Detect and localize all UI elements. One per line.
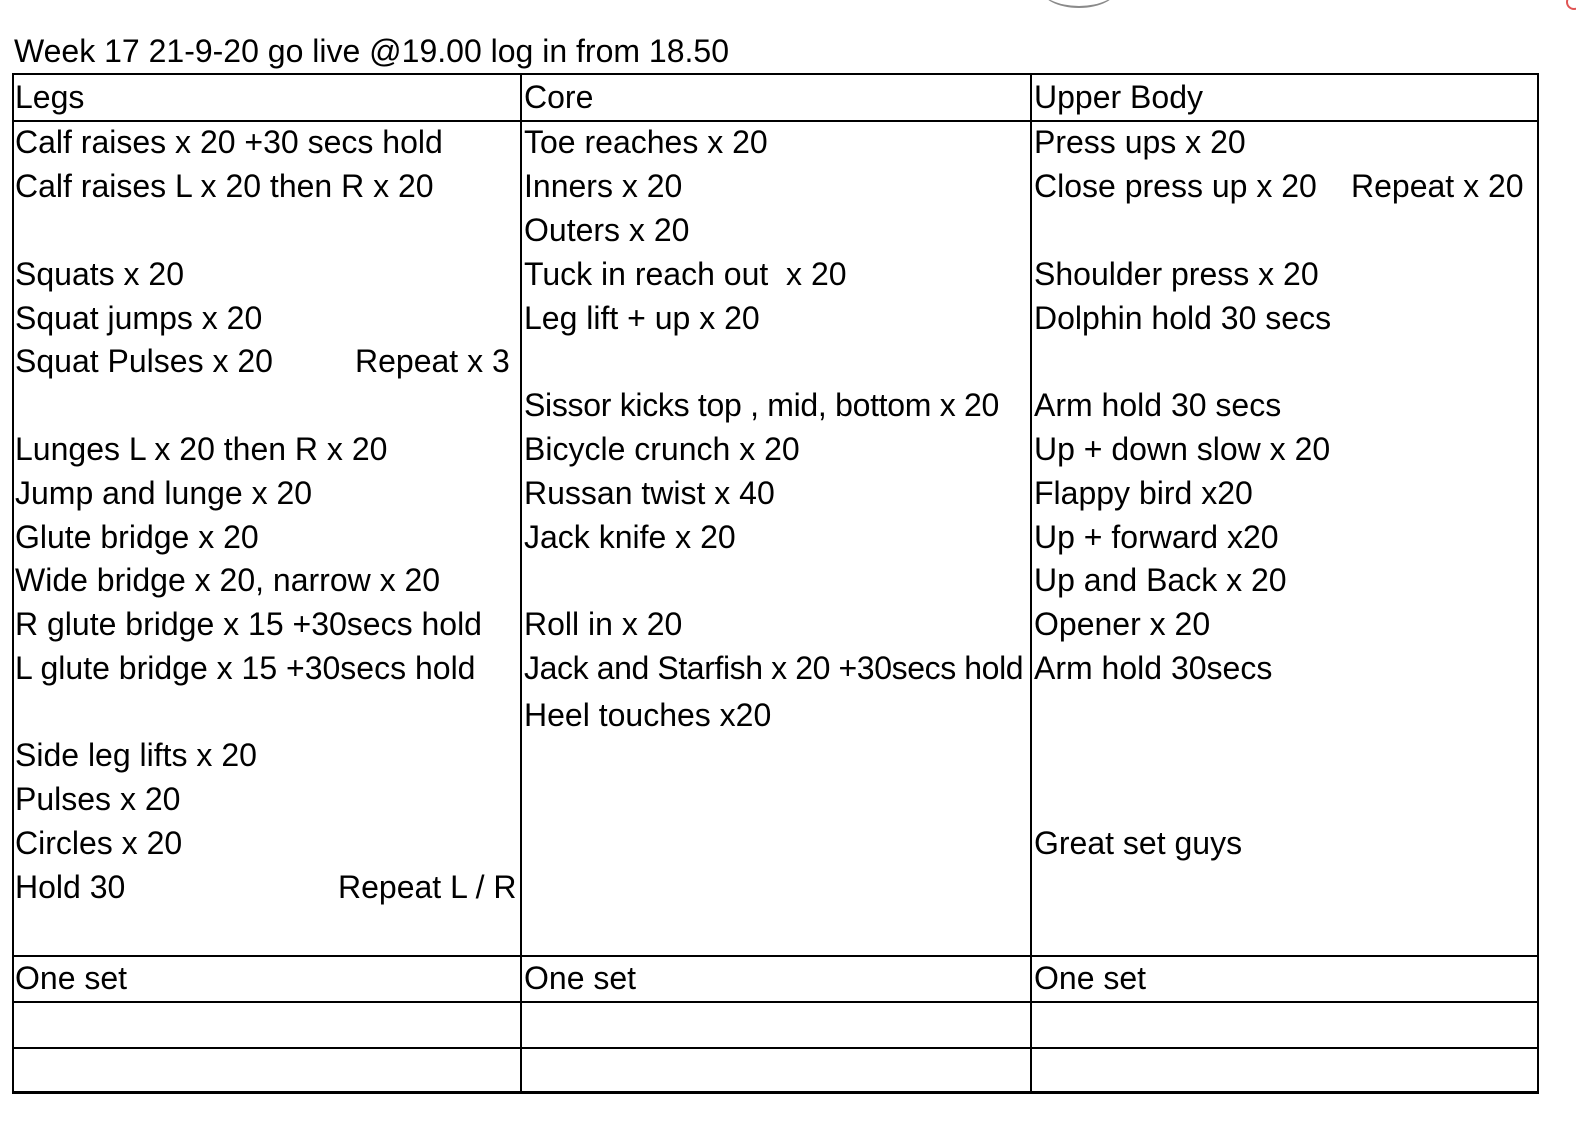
core-item: Jack and Starfish x 20 +30secs hold xyxy=(524,650,1024,686)
upper-body-item: Up and Back x 20 xyxy=(1034,562,1287,598)
upper-body-item: Close press up x 20 xyxy=(1034,168,1317,204)
row-divider xyxy=(14,1001,1537,1003)
upper-body-item: Great set guys xyxy=(1034,825,1243,861)
core-item: Russan twist x 40 xyxy=(524,475,775,511)
upper-body-item: Up + forward x20 xyxy=(1034,519,1279,555)
legs-item: Squats x 20 xyxy=(15,256,184,292)
core-item: Heel touches x20 xyxy=(524,697,772,733)
core-item: Outers x 20 xyxy=(524,212,690,248)
column-divider xyxy=(1030,75,1032,1091)
upper-body-header: Upper Body xyxy=(1034,79,1203,115)
core-item: Roll in x 20 xyxy=(524,606,683,642)
legs-header: Legs xyxy=(15,79,85,115)
legs-item: Pulses x 20 xyxy=(15,781,181,817)
core-item: Jack knife x 20 xyxy=(524,519,736,555)
core-item: Inners x 20 xyxy=(524,168,683,204)
core-item: Tuck in reach out x 20 xyxy=(524,256,847,292)
legs-item: Side leg lifts x 20 xyxy=(15,737,257,773)
legs-item: Wide bridge x 20, narrow x 20 xyxy=(15,562,441,598)
column-divider xyxy=(520,75,522,1091)
legs-item: Circles x 20 xyxy=(15,825,183,861)
partial-logo-graphic xyxy=(1040,0,1118,8)
core-header: Core xyxy=(524,79,594,115)
legs-item: L glute bridge x 15 +30secs hold xyxy=(15,650,476,686)
legs-item: Glute bridge x 20 xyxy=(15,519,259,555)
core-item: Leg lift + up x 20 xyxy=(524,300,760,336)
core-footer: One set xyxy=(524,960,637,996)
legs-repeat-note: Repeat L / R xyxy=(338,869,517,905)
legs-item: Squat jumps x 20 xyxy=(15,300,263,336)
upper-body-item: Arm hold 30 secs xyxy=(1034,387,1282,423)
upper-body-item: Opener x 20 xyxy=(1034,606,1211,642)
upper-body-item: Flappy bird x20 xyxy=(1034,475,1253,511)
legs-item: Jump and lunge x 20 xyxy=(15,475,313,511)
upper-body-item: Press ups x 20 xyxy=(1034,124,1246,160)
legs-item: Squat Pulses x 20 xyxy=(15,343,273,379)
legs-item: Hold 30 xyxy=(15,869,126,905)
legs-item: Lunges L x 20 then R x 20 xyxy=(15,431,388,467)
legs-item: Calf raises L x 20 then R x 20 xyxy=(15,168,434,204)
row-divider xyxy=(14,1047,1537,1049)
partial-corner-graphic xyxy=(1566,0,1576,10)
header-row-divider xyxy=(14,120,1537,122)
core-item: Bicycle crunch x 20 xyxy=(524,431,800,467)
legs-item: R glute bridge x 15 +30secs hold xyxy=(15,606,482,642)
upper-body-item: Shoulder press x 20 xyxy=(1034,256,1319,292)
legs-repeat-note: Repeat x 3 xyxy=(355,343,510,379)
upper-body-repeat-note: Repeat x 20 xyxy=(1351,168,1524,204)
core-item: Sissor kicks top , mid, bottom x 20 xyxy=(524,387,1000,423)
upper-body-item: Arm hold 30secs xyxy=(1034,650,1273,686)
upper-body-footer: One set xyxy=(1034,960,1147,996)
core-item: Toe reaches x 20 xyxy=(524,124,768,160)
legs-item: Calf raises x 20 +30 secs hold xyxy=(15,124,443,160)
upper-body-item: Dolphin hold 30 secs xyxy=(1034,300,1332,336)
legs-footer: One set xyxy=(15,960,128,996)
footer-row-divider xyxy=(14,955,1537,957)
page-title: Week 17 21-9-20 go live @19.00 log in from 18.50 xyxy=(14,33,729,69)
upper-body-item: Up + down slow x 20 xyxy=(1034,431,1331,467)
